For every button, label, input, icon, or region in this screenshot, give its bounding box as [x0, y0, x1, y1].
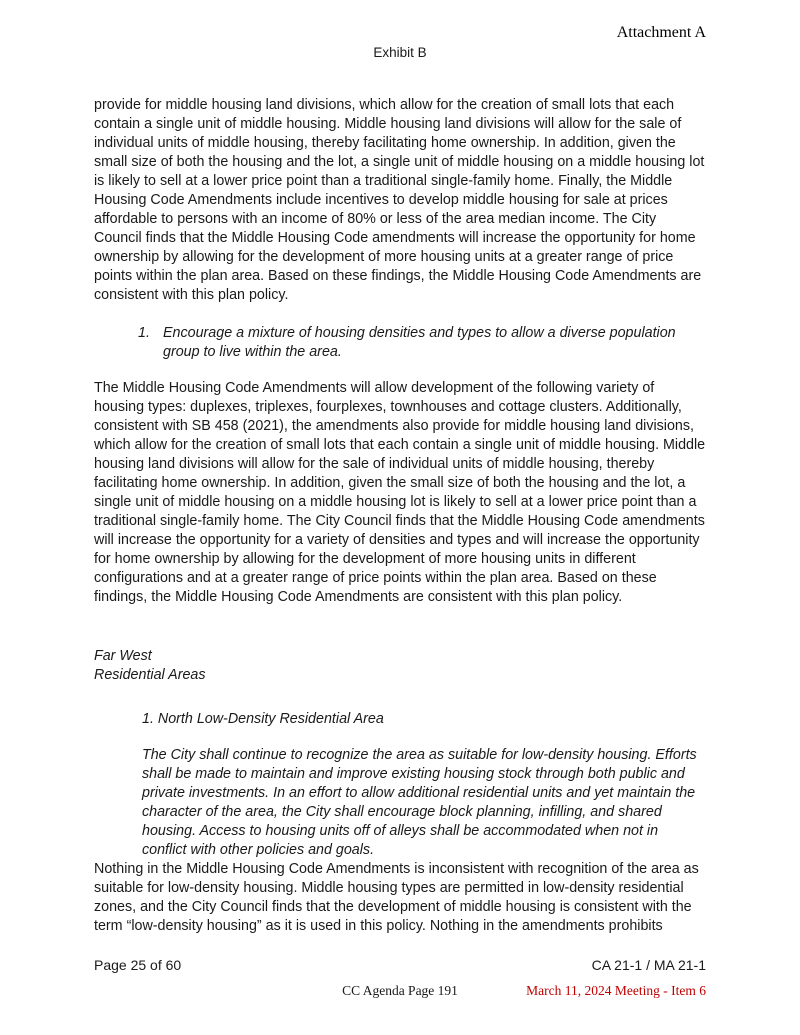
policy-quote: The City shall continue to recognize the area as suitable for low-density housing. Efforts shall be made to maintain and improve existing housing stock through both public and private investments. In an effort to allow additional residential units and yet maintain the character of the area, the City shall encourage block planning, infilling, and shared housing. Access to housing units off of alleys shall be accommodated when not in conflict with other policies and goals. — [142, 747, 697, 858]
footer-row-1 — [94, 957, 706, 973]
paragraph-findings-1: provide for middle housing land divisions, which allow for the creation of small lots that each contain a single unit of middle housing. Middle housing land divisions will allow for the sale of individual units of middle housing, thereby facilitating home ownership. In addition, given the small size of both the housing and the lot, a single unit of middle housing on a middle housing lot is likely to sell at a lower price point than a traditional single-family home. Finally, the Middle Housing Code Amendments include incentives to develop middle housing for sale at prices affordable to persons with an income of 80% or less of the area median income. The City Council finds that the Middle Housing Code amendments will increase the opportunity for home ownership by allowing for the development of more housing units at a greater range of price points within the plan area. Based on these findings, the Middle Housing Code Amendments are consistent with this plan policy. — [94, 97, 705, 303]
list-number: 1. — [138, 325, 150, 341]
paragraph-findings-2: The Middle Housing Code Amendments will allow development of the following variety of housing types: duplexes, triplexes, fourplexes, townhouses and cottage clusters. Additionally, consistent with SB 458 (2021), the amendments also provide for middle housing land divisions, which allow for the creation of small lots that each contain a single unit of middle housing. Middle housing land divisions will allow for the sale of individual units of middle housing, thereby facilitating home ownership. In addition, given the small size of both the housing and the lot, a single unit of middle housing on a middle housing lot is likely to sell at a lower price point than a traditional single-family home. The City Council finds that the Middle Housing Code amendments will increase the opportunity for a variety of densities and types and will increase the opportunity for home ownership by allowing for the development of more housing units in different configurations and at a greater range of price points within the plan area. Based on these findings, the Middle Housing Code Amendments are consistent with this plan policy. — [94, 380, 706, 605]
agenda-page-number: CC Agenda Page 191 — [342, 983, 458, 998]
attachment-label: Attachment A — [616, 24, 706, 41]
section-heading-far-west: Far West — [94, 648, 152, 664]
meeting-note: March 11, 2024 Meeting - Item 6 — [526, 983, 706, 998]
section-heading — [94, 647, 706, 685]
file-numbers: CA 21-1 / MA 21-1 — [591, 957, 706, 973]
section-heading-residential-areas: Residential Areas — [94, 667, 206, 683]
document-body — [94, 96, 706, 936]
subsection-heading-north-low-density: 1. North Low-Density Residential Area — [142, 711, 384, 727]
exhibit-label: Exhibit B — [373, 45, 427, 60]
paragraph-findings-3: Nothing in the Middle Housing Code Amendments is inconsistent with recognition of the area as suitable for low-density housing. Middle housing types are permitted in low-density residential zones, and the City Council finds that the development of middle housing is consistent with the term “low-density housing” as it is used in this policy. Nothing in the amendments prohibits — [94, 861, 699, 934]
numbered-policy-item — [94, 324, 706, 362]
footer-row-2 — [94, 983, 706, 1003]
page-number: Page 25 of 60 — [94, 957, 182, 973]
list-text: Encourage a mixture of housing densities and types to allow a diverse population group to live within the area. — [163, 325, 676, 360]
